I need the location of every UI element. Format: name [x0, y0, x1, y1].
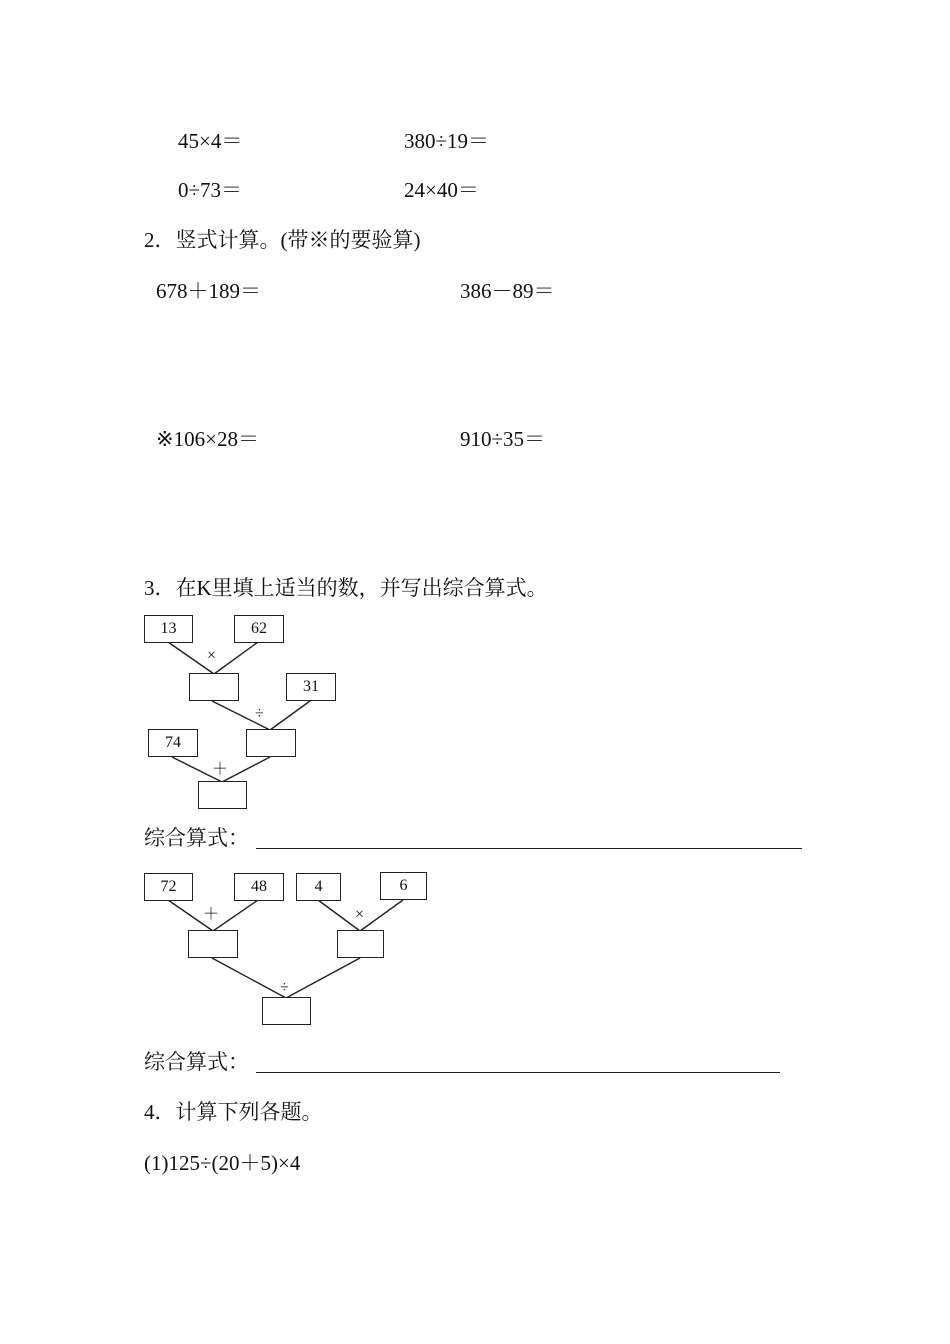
tree2-input-4: 4 [296, 873, 341, 901]
tree1-answer-box-1[interactable] [189, 673, 239, 701]
problem-380div19: 380÷19＝ [404, 129, 490, 153]
problem-24x40: 24×40＝ [404, 178, 479, 202]
formula-label-2: 综合算式： [144, 1050, 249, 1074]
tree2-operator-multiply: × [355, 906, 365, 923]
formula-label-1: 综合算式： [144, 826, 249, 850]
problem-125div-20plus5-x4: (1)125÷(20＋5)×4 [144, 1151, 301, 1175]
tree1-operator-multiply: × [207, 647, 217, 664]
tree1-answer-box-3[interactable] [198, 781, 247, 809]
tree2-input-48: 48 [234, 873, 284, 901]
problem-45x4: 45×4＝ [178, 129, 243, 153]
problem-910div35: 910÷35＝ [460, 427, 546, 451]
tree2-operator-divide: ÷ [280, 979, 289, 996]
section4-title: 4．计算下列各题。 [144, 1100, 323, 1124]
tree1-input-62: 62 [234, 615, 284, 643]
problem-678plus189: 678＋189＝ [156, 279, 261, 303]
section2-title: 2．竖式计算。(带※的要验算) [144, 228, 421, 252]
tree1-input-13: 13 [144, 615, 193, 643]
tree1-input-31: 31 [286, 673, 336, 701]
formula-answer-line-2[interactable] [256, 1072, 780, 1073]
formula-answer-line-1[interactable] [256, 848, 802, 849]
tree2-input-6: 6 [380, 872, 427, 900]
section3-title: 3．在K里填上适当的数，并写出综合算式。 [144, 576, 548, 600]
tree2-answer-box-2[interactable] [337, 930, 384, 958]
tree1-operator-divide: ÷ [255, 705, 264, 722]
tree2-answer-box-3[interactable] [262, 997, 311, 1025]
tree1-input-74: 74 [148, 729, 198, 757]
tree1-operator-plus: ＋ [212, 761, 229, 778]
tree2-operator-plus: ＋ [203, 906, 220, 923]
problem-0div73: 0÷73＝ [178, 178, 243, 202]
problem-386minus89: 386－89＝ [460, 279, 555, 303]
tree1-answer-box-2[interactable] [246, 729, 296, 757]
problem-106x28: ※106×28＝ [156, 427, 259, 451]
tree2-input-72: 72 [144, 873, 193, 901]
tree2-answer-box-1[interactable] [188, 930, 238, 958]
